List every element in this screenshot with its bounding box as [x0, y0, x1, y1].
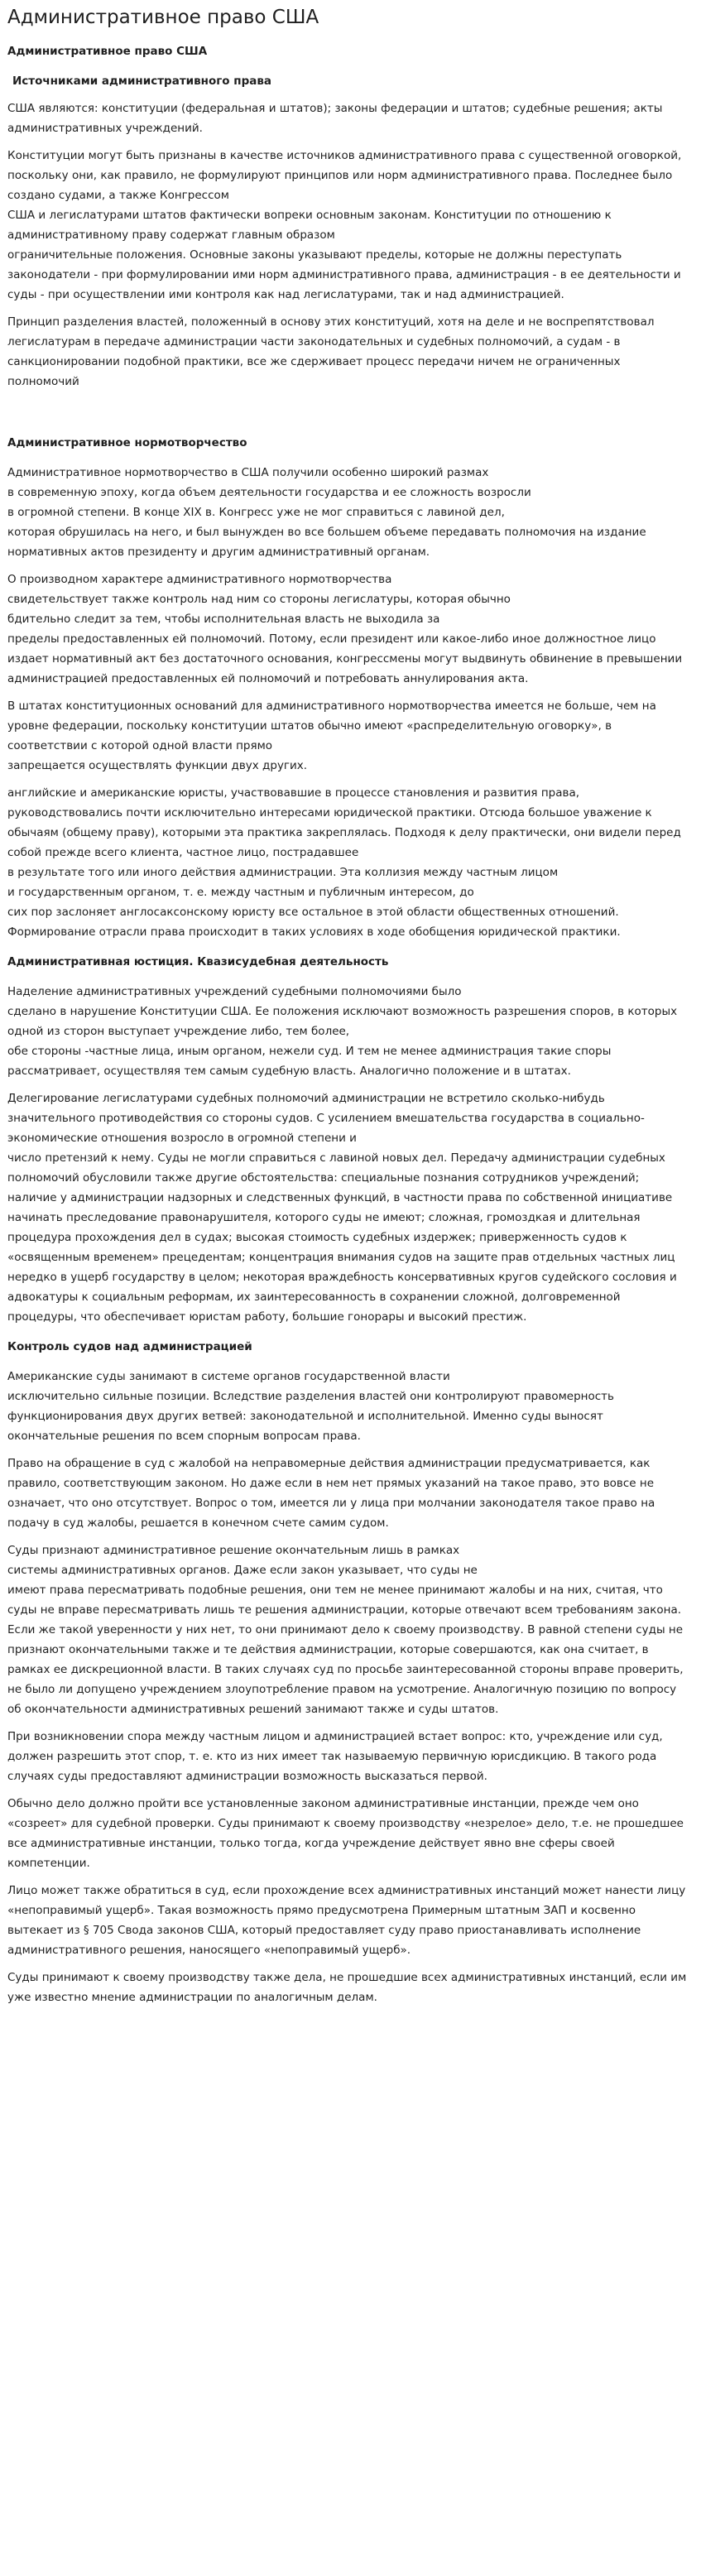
paragraph: Лицо может также обратиться в суд, если прохождение всех административных инстанций может нанести лицу «непоправимый ущерб». Такая возможность прямо предусмотрена Примерным штатным ЗАП и косвенно вытекает из § 705 Свода законов США, который предоставляет суду право приостанавливать исполнение административного решения, наносящего «непоправимый ущерб». — [7, 1884, 686, 1957]
paragraph: В штатах конституционных оснований для административного нормотворчества имеется не больше, чем на уровне федерации, поскольку конституции штатов обычно имеют «распределительную оговорку», в соответствии с которой одной власти прямо запрещается осуществлять функции двух других. — [7, 699, 656, 772]
subtitle-main: Административное право США — [7, 45, 208, 58]
section-heading-control: Контроль судов над администрацией — [7, 1340, 252, 1353]
page-title: Административное право США — [7, 7, 319, 28]
section-heading-rulemaking: Административное нормотворчество — [7, 436, 247, 449]
paragraph: английские и американские юристы, участвовавшие в процессе становления и развития права, руководствовались почти исключительно интересами юридической практики. Отсюда большое уважение к обычаям (общему праву), которыми эта практика закреплялась. Подходя к делу практически, они видели перед собой прежде всего клиента, частное лицо, пострадавшее в результате того или иного действия администрации. Эта коллизия между частным лицом и государственным органом, т. е. между частным и публичным интересом, до сих пор заслоняет англосаксонскому юристу все остальное в этой области общественных отношений. Формирование отрасли права происходит в таких условиях в ходе обобщения юридической практики. — [7, 786, 681, 939]
paragraph: Суды признают административное решение окончательным лишь в рамках системы административных органов. Даже если закон указывает, что суды не имеют права пересматривать подобные решения, они тем не менее принимают жалобы и на них, считая, что суды не вправе пересматривать лишь те решения администрации, которые отвечают всем требованиям закона. Если же такой уверенности у них нет, то они принимают дело к своему производству. В равной степени суды не признают окончательными также и те действия администрации, которые совершаются, как она считает, в рамках ее дискреционной власти. В таких случаях суд по просьбе заинтересованной стороны вправе проверить, не было ли допущено учреждением злоупотребление правом на усмотрение. Аналогичную позицию по вопросу об окончательности административных решений занимают также и суды штатов. — [7, 1544, 684, 1716]
paragraph: Наделение административных учреждений судебными полномочиями было сделано в нарушение Конституции США. Ее положения исключают возможность разрешения споров, в которых одной из сторон выступает учреждение либо, тем более, обе стороны -частные лица, иным органом, нежели суд. И тем не менее администрация такие споры рассматривает, осуществляя тем самым судебную власть. Аналогично положение и в штатах. — [7, 985, 678, 1078]
paragraph: О производном характере административного нормотворчества свидетельствует также контроль над ним со стороны легислатуры, которая обычно бдительно следит за тем, чтобы исполнительная власть не выходила за пределы предоставленных ей полномочий. Потому, если президент или какое-либо иное должностное лицо издает нормативный акт без достаточного основания, конгрессмены могут выдвинуть обвинение в превышении администрацией предоставленных ей полномочий и потребовать аннулирования акта. — [7, 573, 683, 685]
paragraph: Право на обращение в суд с жалобой на неправомерные действия администрации предусматривается, как правило, соответствующим законом. Но даже если в нем нет прямых указаний на такое право, это вовсе не означает, что оно отсутствует. Вопрос о том, имеется ли у лица при молчании законодателя такое право на подачу в суд жалобы, решается в конечном счете самим судом. — [7, 1457, 655, 1530]
section-heading-justice: Административная юстиция. Квазисудебная деятельность — [7, 955, 389, 968]
paragraph: США являются: конституции (федеральная и штатов); законы федерации и штатов; судебные решения; акты административных учреждений. — [7, 102, 663, 135]
paragraph: Суды принимают к своему производству также дела, не прошедшие всех административных инстанций, если им уже известно мнение администрации по аналогичным делам. — [7, 1971, 687, 2004]
paragraph: Делегирование легислатурами судебных полномочий администрации не встретило сколько-нибудь значительного противодействия со стороны судов. С усилением вмешательства государства в социально-экономические отношения возросло в огромной степени и число претензий к нему. Суды не могли справиться с лавиной новых дел. Передачу администрации судебных полномочий обусловили также другие обстоятельства: специальные познания сотрудников учреждений; наличие у администрации надзорных и следственных функций, в частности права по собственной инициативе начинать преследование правонарушителя, которого суды не имеют; сложная, громоздкая и длительная процедура прохождения дел в судах; высокая стоимость судебных издержек; приверженность судов к «освященным временем» прецедентам; концентрация внимания судов на защите прав отдельных частных лиц нередко в ущерб государству в целом; некоторая враждебность консервативных кругов судейского сословия и адвокатуры к социальным реформам, их заинтересованность в сохранении сложной, долговременной процедуры, что обеспечивает юристам работу, большие гонорары и высокий престиж. — [7, 1092, 677, 1324]
paragraph: Принцип разделения властей, положенный в основу этих конституций, хотя на деле и не воспрепятствовал легислатурам в передаче администрации части законодательных и судебных полномочий, а судам - в санкционировании подобной практики, все же сдерживает процесс передачи ничем не ограниченных полномочий — [7, 315, 655, 388]
paragraph: Административное нормотворчество в США получили особенно широкий размах в современную эпоху, когда объем деятельности государства и ее сложность возросли в огромной степени. В конце XIX в. Конгресс уже не мог справиться с лавиной дел, которая обрушилась на него, и был вынужден во все большем объеме передавать полномочия на издание нормативных актов президенту и другим административный органам. — [7, 466, 646, 559]
paragraph: Обычно дело должно пройти все установленные законом административные инстанции, прежде чем оно «созреет» для судебной проверки. Суды принимают к своему производству «незрелое» дело, т.е. не прошедшее все административные инстанции, только тогда, когда учреждение действует явно вне сферы своей компетенции. — [7, 1797, 684, 1870]
subtitle-sources: Источниками административного права — [12, 74, 272, 88]
paragraph: Американские суды занимают в системе органов государственной власти исключительно сильные позиции. Вследствие разделения властей они контролируют правомерность функционирования двух других ветвей: законодательной и исполнительной. Именно суды выносят окончательные решения по всем спорным вопросам права. — [7, 1370, 614, 1443]
paragraph: При возникновении спора между частным лицом и администрацией встает вопрос: кто, учреждение или суд, должен разрешить этот спор, т. е. кто из них имеет так называемую первичную юрисдикцию. В такого рода случаях суды предоставляют администрации возможность высказаться первой. — [7, 1730, 663, 1783]
paragraph: Конституции могут быть признаны в качестве источников административного права с существенной оговоркой, поскольку они, как правило, не формулируют принципов или норм административного права. Последнее было создано судами, а также Конгрессом США и легислатурами штатов фактически вопреки основным законам. Конституции по отношению к административному праву содержат главным образом ограничительные положения. Основные законы указывают пределы, которые не должны переступать законодатели - при формулировании ими норм административного права, администрация - в ее деятельности и суды - при осуществлении ими контроля как над легислатурами, так и над администрацией. — [7, 149, 682, 301]
